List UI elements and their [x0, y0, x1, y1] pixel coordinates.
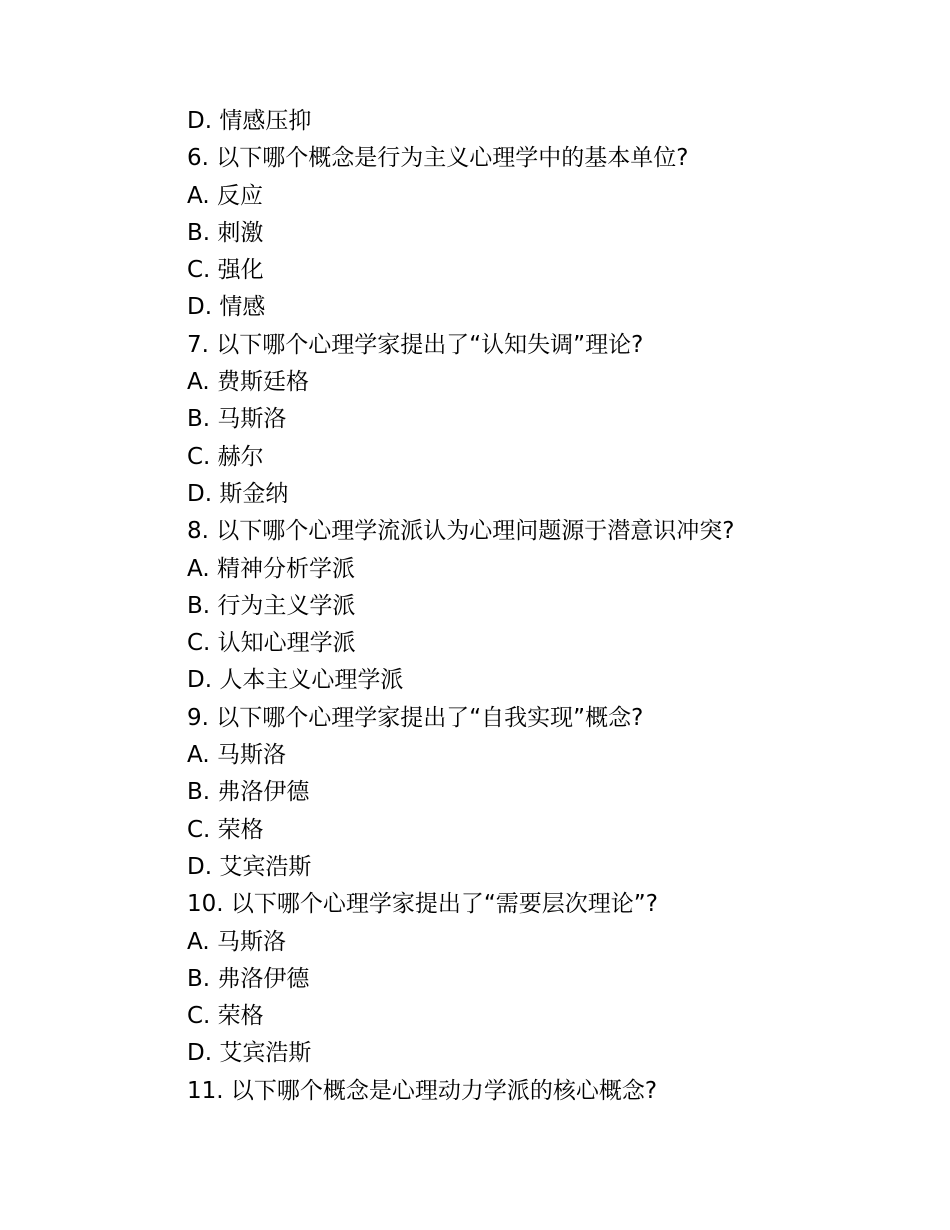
option-text: C. 荣格: [187, 816, 264, 843]
option-text: B. 弗洛伊德: [187, 779, 310, 806]
option-text: D. 艾宾浩斯: [187, 853, 312, 880]
option-text: C. 强化: [187, 257, 264, 284]
option-text: C. 认知心理学派: [187, 630, 356, 657]
option-text: A. 精神分析学派: [187, 555, 355, 582]
question-text: 8. 以下哪个心理学流派认为心理问题源于潜意识冲突?: [187, 518, 735, 545]
question-text: 6. 以下哪个概念是行为主义心理学中的基本单位?: [187, 145, 689, 172]
option-text: A. 反应: [187, 182, 263, 209]
option-text: B. 马斯洛: [187, 406, 287, 433]
option-text: C. 赫尔: [187, 443, 264, 470]
option-text: D. 人本主义心理学派: [187, 667, 404, 694]
question-text: 11. 以下哪个概念是心理动力学派的核心概念?: [187, 1077, 658, 1104]
question-text: 10. 以下哪个心理学家提出了“需要层次理论”?: [187, 891, 658, 918]
option-text: C. 荣格: [187, 1003, 264, 1030]
question-text: 7. 以下哪个心理学家提出了“认知失调”理论?: [187, 331, 644, 358]
option-text: A. 费斯廷格: [187, 369, 309, 396]
option-text: D. 情感压抑: [187, 108, 312, 134]
option-text: B. 行为主义学派: [187, 592, 356, 619]
option-text: D. 艾宾浩斯: [187, 1040, 312, 1067]
question-list: [187, 103, 887, 1110]
option-text: A. 马斯洛: [187, 928, 286, 955]
option-text: D. 情感: [187, 294, 266, 321]
option-text: B. 弗洛伊德: [187, 965, 310, 992]
question-text: 9. 以下哪个心理学家提出了“自我实现”概念?: [187, 704, 644, 731]
option-text: A. 马斯洛: [187, 742, 286, 769]
option-text: D. 斯金纳: [187, 480, 289, 507]
option-text: B. 刺激: [187, 219, 264, 246]
